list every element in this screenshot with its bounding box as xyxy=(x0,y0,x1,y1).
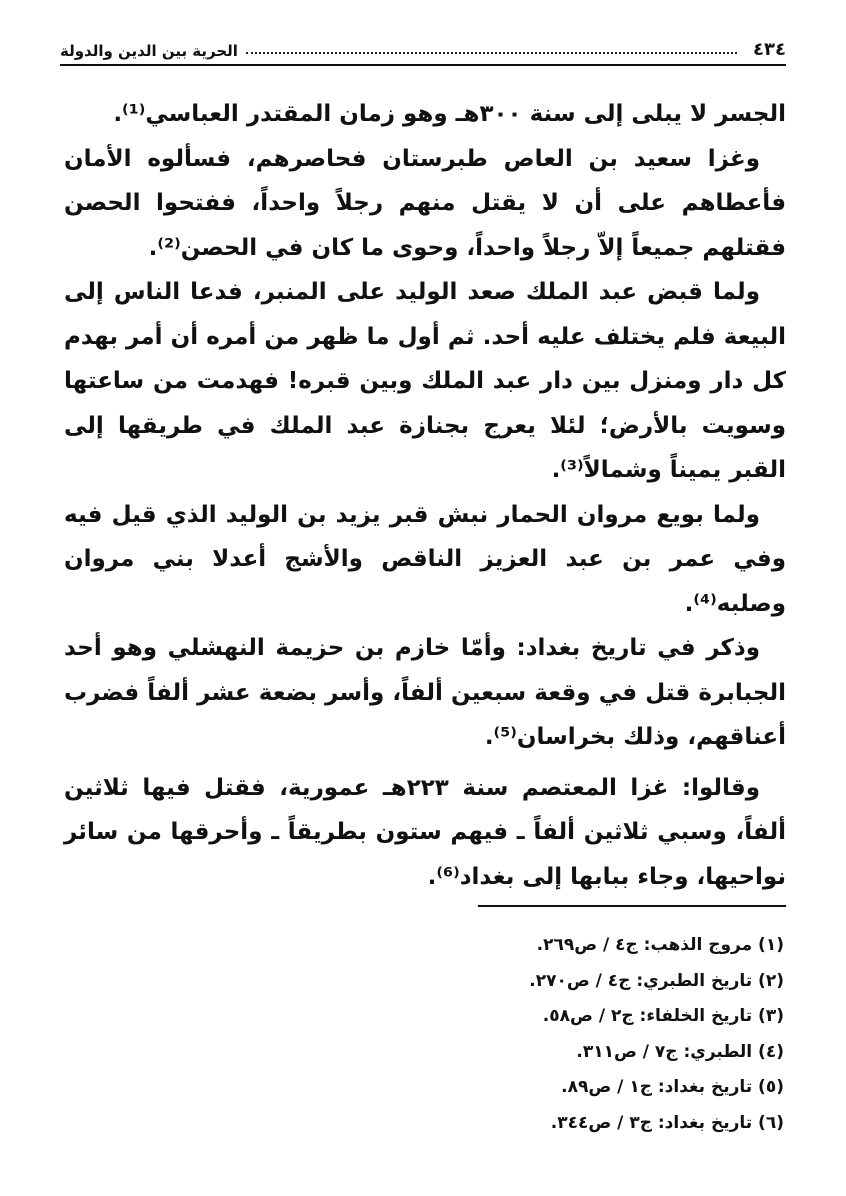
header-rule xyxy=(60,64,786,66)
footnote: (٢) تاريخ الطبري: ج٤ / ص٢٧٠. xyxy=(529,970,784,991)
footnotes xyxy=(364,928,784,1141)
paragraph: ولما قبض عبد الملك صعد الوليد على المنبر، فدعا الناس إلى البيعة فلم يختلف عليه أحد. ثم أول ما ظهر من أمره أن أمر بهدم كل دار ومنزل بين دار عبد الملك وبين قبره! فهدمت من ساعتها وسويت بالأرض؛ لئلا يعرج بجنازة عبد الملك في طريقها إلى القبر يميناً وشمالاً⁽³⁾. xyxy=(64,279,786,483)
footnote: (٣) تاريخ الخلفاء: ج٢ / ص٥٨. xyxy=(542,1006,784,1026)
paragraph: ولما بويع مروان الحمار نبش قبر يزيد بن الوليد الذي قيل فيه وفي عمر بن عبد العزيز الناقص والأشج أعدلا بني مروان وصلبه⁽⁴⁾. xyxy=(64,501,786,617)
footnote: (١) مروج الذهب: ج٤ / ص٢٦٩. xyxy=(536,935,784,955)
paragraph: وقالوا: غزا المعتصم سنة ٢٢٣هـ عمورية، فقتل فيها ثلاثين ألفاً، وسبي ثلاثين ألفاً ـ فيهم ستون بطريقاً ـ وأحرقها من سائر نواحيها، وجاء ببابها إلى بغداد⁽⁶⁾. xyxy=(64,774,786,890)
paragraph: وغزا سعيد بن العاص طبرستان فحاصرهم، فسألوه الأمان فأعطاهم على أن لا يقتل منهم رجلاً واحداً، ففتحوا الحصن فقتلهم جميعاً إلاّ رجلاً واحداً، وحوى ما كان في الحصن⁽²⁾. xyxy=(64,145,786,261)
paragraph: الجسر لا يبلى إلى سنة ٣٠٠هـ وهو زمان المقتدر العباسي⁽¹⁾. xyxy=(113,101,786,127)
paragraph: وذكر في تاريخ بغداد: وأمّا خازم بن حزيمة النهشلي وهو أحد الجبابرة قتل في وقعة سبعين ألفاً، وأسر بضعة عشر ألفاً فضرب أعناقهم، وذلك بخراسان⁽⁵⁾. xyxy=(64,635,786,750)
page-number: ٤٣٤ xyxy=(753,39,786,60)
page-header xyxy=(60,30,786,60)
footnote: (٤) الطبري: ج٧ / ص٣١١. xyxy=(576,1041,784,1062)
main-text xyxy=(64,92,786,899)
running-title: الحرية بين الدين والدولة xyxy=(60,42,238,60)
footnote: (٦) تاريخ بغداد: ج٣ / ص٣٤٤. xyxy=(550,1112,784,1133)
footnote: (٥) تاريخ بغداد: ج١ / ص٨٩. xyxy=(561,1077,784,1097)
footnote-separator xyxy=(478,905,786,907)
header-dot-leader xyxy=(246,52,737,54)
